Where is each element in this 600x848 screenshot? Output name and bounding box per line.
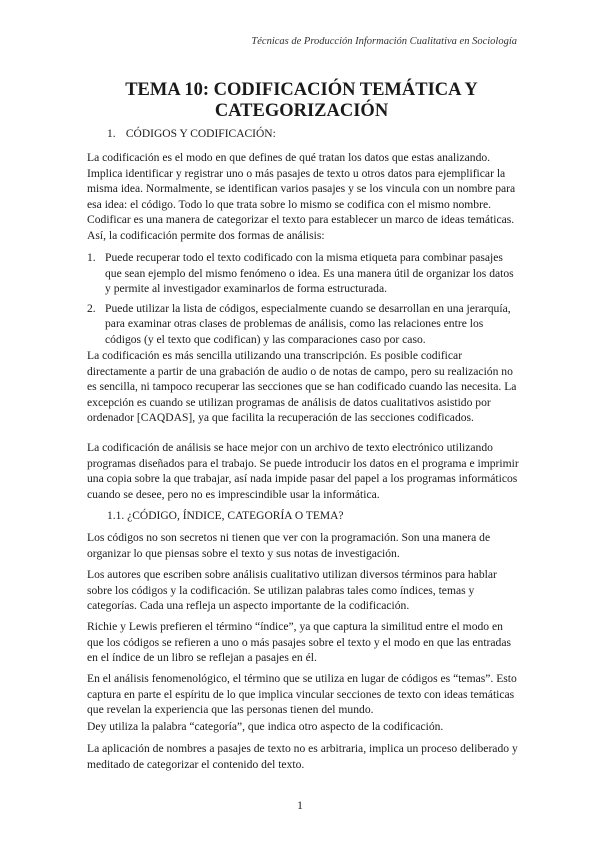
section-title: ¿CÓDIGO, ÍNDICE, CATEGORÍA O TEMA? xyxy=(127,510,344,522)
page-title xyxy=(88,80,515,122)
paragraph-2: La codificación es más sencilla utilizando una transcripción. Es posible codificar directamente a partir de una grabación de audio o de notas de campo, pero su realización no es sencilla, ni tampoco recuperar las secciones que se han codificado cuando las necesita. La excepción es cuando se utilizan programas de análisis de datos cualitativos asistido por ordenador [CAQDAS], ya que facilita la recuperación de las secciones codificados. xyxy=(87,349,517,425)
paragraph-3: La codificación de análisis se hace mejor con un archivo de texto electrónico utilizando programas diseñados para el trabajo. Se puede introducir los datos en el programa e imprimir una copia sobre la que trabajar, así nada impide pasar del papel a los programas informáticos cuando se desee, pero no es imprescindible usar la informática. xyxy=(87,441,519,501)
analysis-forms-list xyxy=(87,250,519,352)
paragraph-4: Los códigos no son secretos ni tienen que ver con la programación. Son una manera de organizar lo que piensas sobre el texto y sus notas de investigación. xyxy=(87,531,491,560)
paragraph-6: Richie y Lewis prefieren el término “índice”, ya que captura la similitud entre el modo en que los códigos se refieren a uno o más pasajes sobre el texto y el modo en que las entradas en el índice de un libro se reflejan a pasajes en él. xyxy=(87,620,512,665)
section-number: 1.1. xyxy=(107,510,125,522)
page-number: 1 xyxy=(297,800,303,812)
list-item xyxy=(87,301,519,348)
section-heading-1 xyxy=(107,128,276,140)
list-marker: 2. xyxy=(87,301,96,315)
paragraph-8: Dey utiliza la palabra “categoría”, que indica otro aspecto de la codificación. xyxy=(87,720,444,733)
paragraph-1: La codificación es el modo en que defines de qué tratan los datos que estas analizando. Implica identificar y registrar uno o más pasajes de texto u otros datos para ejemplificar la misma idea. Normalmente, se identifican varios pasajes y se los vincula con un nombre para esa idea: el código. Todo lo que trata sobre lo mismo se codifica con el mismo nombre. Codificar es una manera de categorizar el texto para establecer un marco de ideas temáticas. Así, la codificación permite dos formas de análisis: xyxy=(87,151,516,242)
list-item-text: Puede recuperar todo el texto codificado con la misma etiqueta para combinar pasajes que sean ejemplo del mismo fenómeno o idea. Es una manera útil de organizar los datos y permite al investigador examinarlos de forma estructurada. xyxy=(105,251,514,296)
section-number: 1. xyxy=(107,128,116,140)
list-item-text: Puede utilizar la lista de códigos, especialmente cuando se desarrollan en una jerarquía, para examinar otras clases de problemas de análisis, como las relaciones entre los códigos (y el texto que codifican) y las comparaciones caso por caso. xyxy=(105,301,511,346)
list-marker: 1. xyxy=(87,251,96,264)
paragraph-5: Los autores que escriben sobre análisis cualitativo utilizan diversos términos para hablar sobre los códigos y la codificación. Se utilizan palabras tales como índices, temas y categorías. Cada una refleja un aspecto importante de la codificación. xyxy=(87,568,497,613)
title-line-2: CATEGORIZACIÓN xyxy=(214,101,389,121)
list-item xyxy=(87,250,519,297)
running-header: Técnicas de Producción Información Cualitativa en Sociología xyxy=(251,36,517,47)
title-line-1: TEMA 10: CODIFICACIÓN TEMÁTICA Y xyxy=(125,80,478,100)
paragraph-9: La aplicación de nombres a pasajes de texto no es arbitraria, implica un proceso deliberado y meditado de categorizar el contenido del texto. xyxy=(87,742,518,771)
section-title: CÓDIGOS Y CODIFICACIÓN: xyxy=(125,128,276,140)
section-heading-1-1 xyxy=(107,510,343,522)
paragraph-7: En el análisis fenomenológico, el término que se utiliza en lugar de códigos es “temas”. Esto captura en parte el espíritu de lo que implica vincular secciones de texto con ideas temáticas que revelan la experiencia que las personas tienen del mundo. xyxy=(87,672,517,717)
